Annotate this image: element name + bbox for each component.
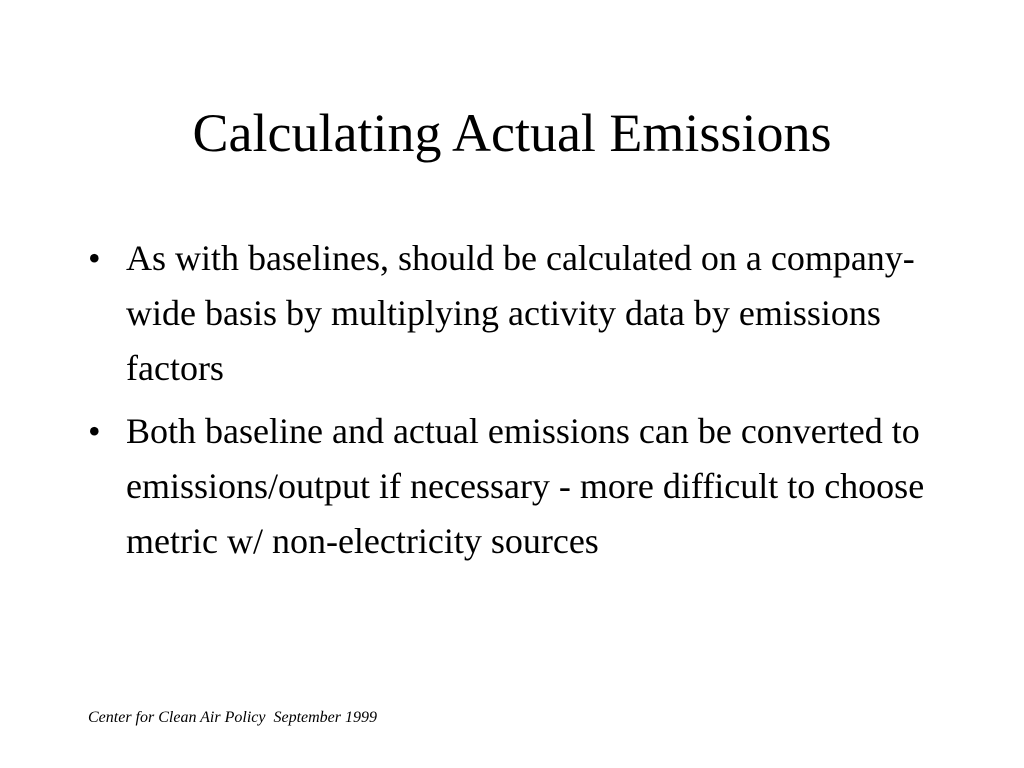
slide-title: Calculating Actual Emissions xyxy=(192,103,832,163)
slide-footer: Center for Clean Air Policy September 1999 xyxy=(88,709,377,726)
bullet-icon: • xyxy=(88,238,101,278)
bullet-list xyxy=(88,231,948,577)
bullet-text: As with baselines, should be calculated on a company-wide basis by multiplying activity data by emissions factors xyxy=(126,238,915,388)
bullet-text: Both baseline and actual emissions can be converted to emissions/output if necessary - more difficult to choose metric w/ non-electricity sources xyxy=(126,411,925,561)
bullet-item xyxy=(88,404,948,569)
bullet-item xyxy=(88,231,948,396)
bullet-icon: • xyxy=(88,411,101,451)
